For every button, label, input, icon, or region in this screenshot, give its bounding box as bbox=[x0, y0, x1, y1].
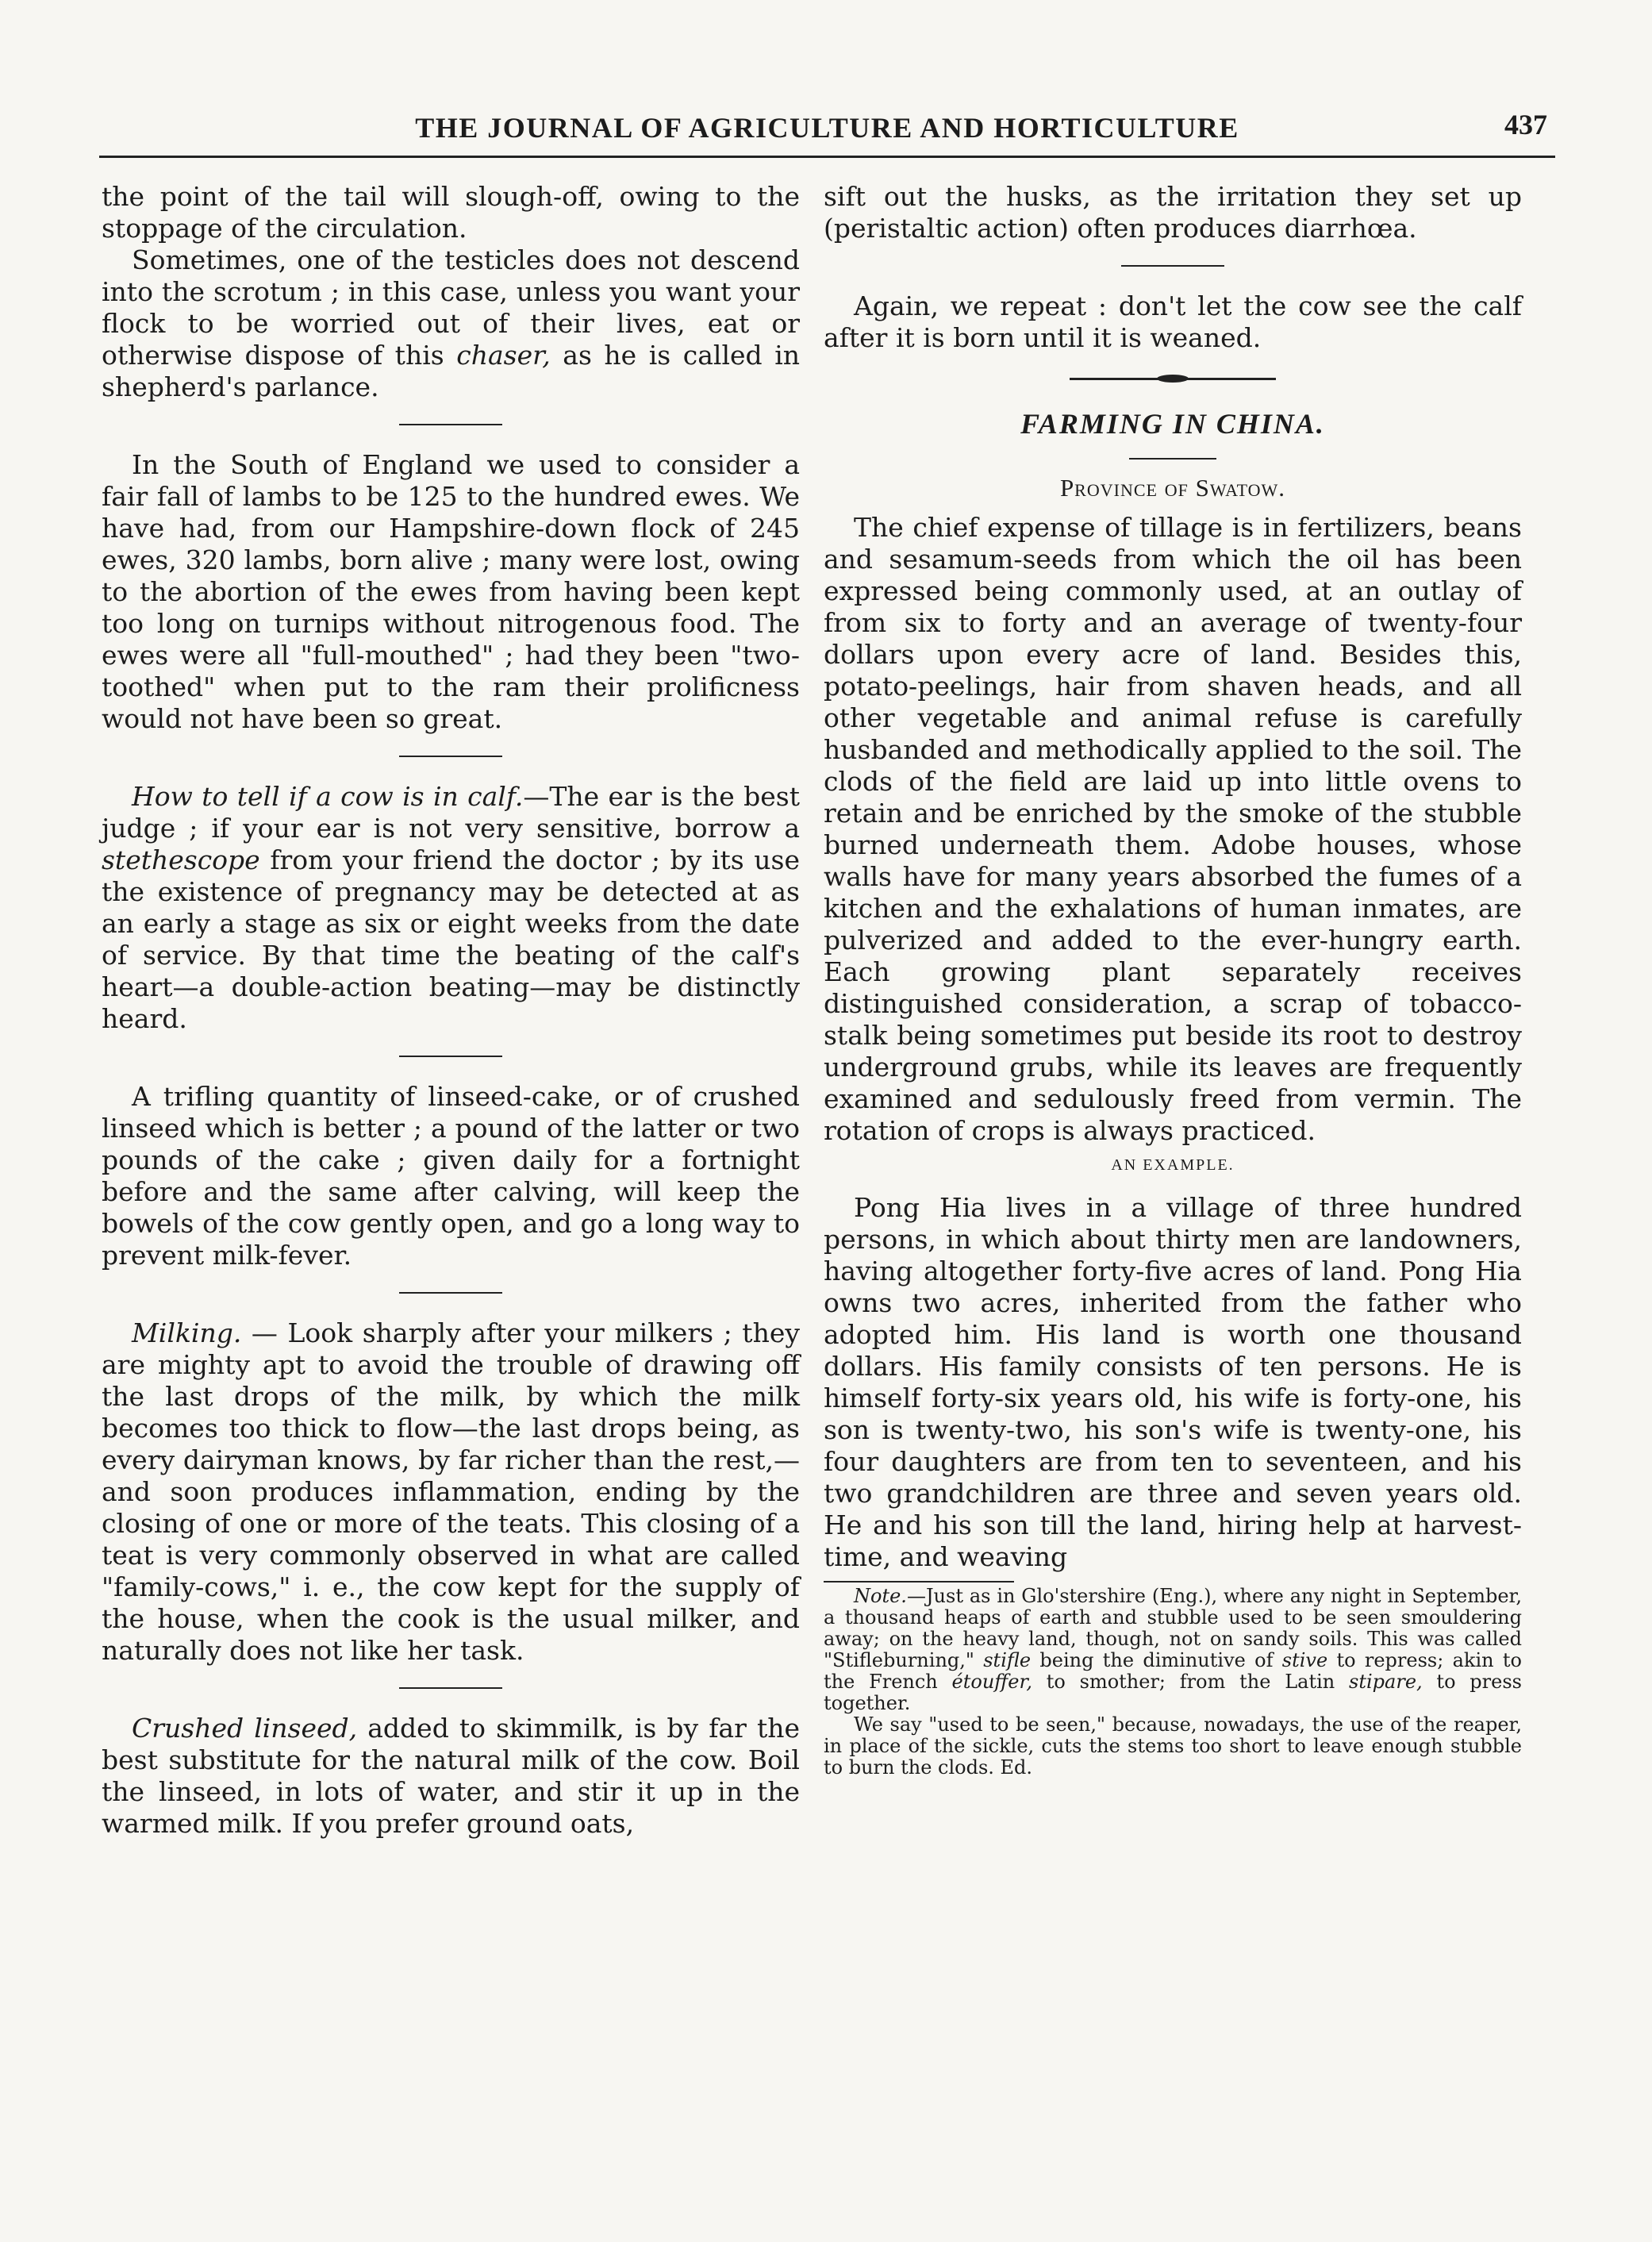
footnote bbox=[824, 1581, 1522, 1779]
separator-rule bbox=[399, 424, 502, 425]
italic-term: stifle bbox=[983, 1649, 1032, 1671]
article-subtitle: Province of Swatow. bbox=[1059, 474, 1286, 502]
paragraph-lead: Milking. bbox=[132, 1317, 242, 1348]
section-heading: AN EXAMPLE. bbox=[1111, 1156, 1235, 1174]
separator-rule bbox=[399, 1056, 502, 1057]
paragraph bbox=[102, 781, 800, 1035]
text: — Look sharply after your milkers ; they are mighty apt to avoid the trouble of drawing off the last drops of the milk, by which the milk becomes too thick to flow—the last drops being, as every dairyman knows, by far richer than the rest,—and soon produces inflammation, ending by the closing of one or more of the teats. This closing of a teat is very commonly observed in what are called "family-cows," i. e., the cow kept for the supply of the house, when the cook is the usual milker, and naturally does not like her task. bbox=[102, 1317, 800, 1666]
paragraph: sift out the husks, as the irritation they set up (peristaltic action) often produces diarrhœa. bbox=[824, 181, 1522, 244]
italic-term: stethescope bbox=[102, 844, 260, 875]
text: to repress; akin to the French bbox=[824, 1649, 1523, 1693]
footnote-text: We say "used to be seen," because, nowadays, the use of the reaper, in place of the sickle, cuts the stems too short to leave enough stubble to burn the clods. Ed. bbox=[824, 1713, 1522, 1779]
text: to smother; from the Latin bbox=[1032, 1671, 1350, 1693]
paragraph bbox=[102, 244, 800, 403]
running-title: THE JOURNAL OF AGRICULTURE AND HORTICULTURE bbox=[415, 112, 1239, 144]
text: —The ear is the best judge ; if your ear is not very sensitive, borrow a bbox=[102, 781, 800, 844]
footnote-rule bbox=[824, 1581, 1014, 1582]
paragraph-lead: How to tell if a cow is in calf. bbox=[132, 781, 524, 812]
text: as he is called in shepherd's parlance. bbox=[102, 340, 800, 402]
paragraph: In the South of England we used to consider a fair fall of lambs to be 125 to the hundred ewes. We have had, from our Hampshire-down flock of 245 ewes, 320 lambs, born alive ; many were lost, owing to the abortion of the ewes from having been kept too long on turnips without nitrogenous food. The ewes were all "full-mouthed" ; had they been "two-toothed" when put to the ram their prolificness would not have been so great. bbox=[102, 449, 800, 734]
paragraph: Pong Hia lives in a village of three hundred persons, in which about thirty men are landowners, having altogether forty-five acres of land. Pong Hia owns two acres, inherited from the father who adopted him. His land is worth one thousand dollars. His family consists of ten persons. He is himself forty-six years old, his wife is forty-one, his son is twenty-two, his son's wife is twenty-one, his four daughters are from ten to seventeen, and his two grandchildren are three and seven years old. He and his son till the land, hiring help at harvest-time, and weaving bbox=[824, 1192, 1522, 1572]
page-number: 437 bbox=[1504, 109, 1547, 140]
left-column bbox=[102, 181, 800, 1840]
text: added to skimmilk, is by far the best substitute for the natural milk of the cow. Boil the linseed, in lots of water, and stir it up in the warmed milk. If you prefer ground oats, bbox=[102, 1713, 800, 1839]
page-header bbox=[99, 95, 1555, 158]
note-lead: Note. bbox=[854, 1585, 907, 1607]
italic-term: chaser, bbox=[456, 340, 551, 371]
paragraph bbox=[102, 1713, 800, 1840]
paragraph: Again, we repeat : don't let the cow see the calf after it is born until it is weaned. bbox=[824, 290, 1522, 353]
text: being the diminutive of bbox=[1031, 1649, 1282, 1671]
italic-term: étouffer, bbox=[951, 1671, 1032, 1693]
paragraph: the point of the tail will slough-off, owing to the stoppage of the circulation. bbox=[102, 181, 800, 244]
text: from your friend the doctor ; by its use the existence of pregnancy may be detected at as an early a stage as six or eight weeks from the date of service. By that time the beating of the calf's heart—a double-action beating—may be distinctly heard. bbox=[102, 844, 800, 1034]
paragraph bbox=[102, 1317, 800, 1667]
footnote-text bbox=[824, 1586, 1522, 1714]
article-title: FARMING IN CHINA. bbox=[1020, 408, 1325, 440]
italic-term: stive bbox=[1281, 1649, 1328, 1671]
text: —Just as in Glo'stershire (Eng.), where any night in September, a thousand heaps of earth and stubble used to be seen smouldering away; on the heavy land, though, not on sandy soils. This was called "Stifleburning," bbox=[824, 1585, 1522, 1671]
paragraph: A trifling quantity of linseed-cake, or of crushed linseed which is better ; a pound of the latter or two pounds of the cake ; given daily for a fortnight before and the same after calving, will keep the bowels of the cow gently open, and go a long way to prevent milk-fever. bbox=[102, 1081, 800, 1271]
right-column bbox=[824, 181, 1522, 1779]
separator-rule bbox=[1121, 265, 1224, 267]
separator-rule bbox=[1129, 458, 1216, 460]
paragraph-lead: Crushed linseed, bbox=[132, 1713, 358, 1744]
separator-rule bbox=[399, 1292, 502, 1294]
text: to press together. bbox=[824, 1671, 1522, 1714]
ornamental-divider bbox=[1070, 378, 1276, 380]
separator-rule bbox=[399, 1687, 502, 1689]
italic-term: stipare, bbox=[1349, 1671, 1423, 1693]
paragraph: The chief expense of tillage is in fertilizers, beans and sesamum-seeds from which the oil has been expressed being commonly used, at an outlay of from six to forty and an average of twenty-four dollars upon every acre of land. Besides this, potato-peelings, hair from shaven heads, and all other vegetable and animal refuse is carefully husbanded and methodically applied to the soil. The clods of the field are laid up into little ovens to retain and be enriched by the smoke of the stubble burned underneath them. Adobe houses, whose walls have for many years absorbed the fumes of a kitchen and the exhalations of human inmates, are pulverized and added to the ever-hungry earth. Each growing plant separately receives distinguished consideration, a scrap of tobacco-stalk being sometimes put beside its root to destroy underground grubs, while its leaves are frequently examined and sedulously freed from vermin. The rotation of crops is always practiced. bbox=[824, 512, 1522, 1146]
text: Sometimes, one of the testicles does not descend into the scrotum ; in this case, unless you want your flock to be worried out of their lives, eat or otherwise dispose of this bbox=[102, 244, 800, 371]
separator-rule bbox=[399, 756, 502, 757]
